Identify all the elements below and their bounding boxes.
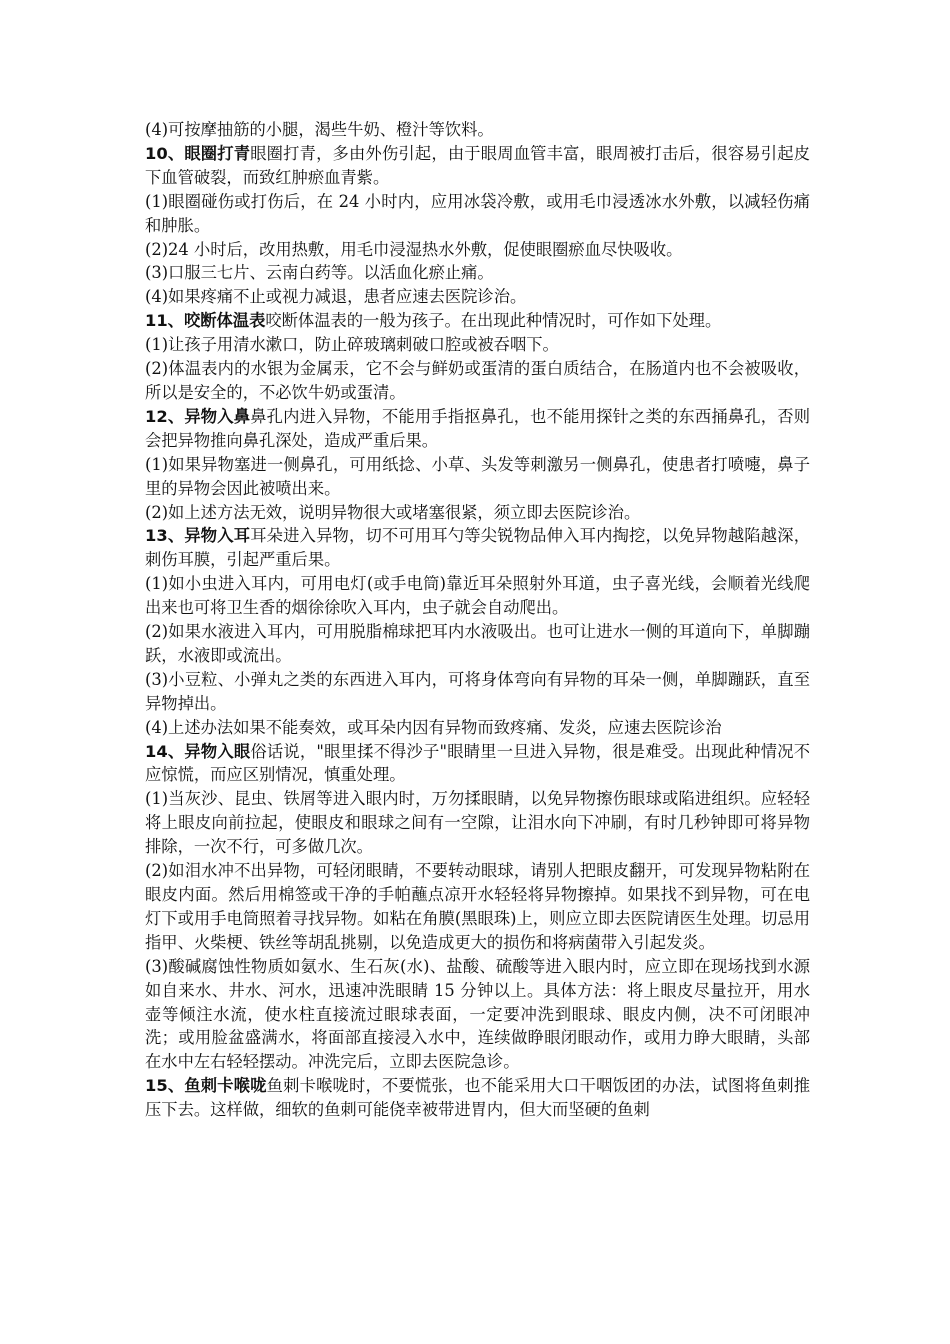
list-item: (2)体温表内的水银为金属汞，它不会与鲜奶或蛋清的蛋白质结合，在肠道内也不会被吸收，所以是安全的，不必饮牛奶或蛋清。 <box>145 359 810 402</box>
section-paragraph: 13、异物入耳耳朵进入异物，切不可用耳勺等尖锐物品伸入耳内掏挖，以免异物越陷越深，刺伤耳膜，引起严重后果。 <box>145 526 810 570</box>
section-heading: 12、异物入鼻 <box>145 406 251 426</box>
section-heading: 15、鱼刺卡喉咙 <box>145 1076 267 1096</box>
section-paragraph: 10、眼圈打青眼圈打青，多由外伤引起，由于眼周血管丰富，眼周被打击后，很容易引起皮下血管破裂，而致红肿瘀血青紫。 <box>145 143 810 187</box>
list-item: (1)如果异物塞进一侧鼻孔，可用纸捻、小草、头发等刺激另一侧鼻孔，使患者打喷嚏，鼻子里的异物会因此被喷出来。 <box>145 454 810 498</box>
section-heading: 14、异物入眼 <box>145 741 251 761</box>
list-item: (3)小豆粒、小弹丸之类的东西进入耳内，可将身体弯向有异物的耳朵一侧，单脚蹦跃，直至异物掉出。 <box>145 669 810 713</box>
document-page <box>145 118 810 1122</box>
list-item: (4)上述办法如果不能奏效，或耳朵内因有异物而致疼痛、发炎，应速去医院诊治 <box>145 717 722 737</box>
list-item: (2)如上述方法无效，说明异物很大或堵塞很紧，须立即去医院诊治。 <box>145 502 641 522</box>
section-paragraph: 11、咬断体温表咬断体温表的一般为孩子。在出现此种情况时，可作如下处理。 <box>145 311 722 331</box>
list-item: (2)如泪水冲不出异物，可轻闭眼睛，不要转动眼球，请别人把眼皮翻开，可发现异物粘附在眼皮内面。然后用棉签或干净的手帕蘸点凉开水轻轻将异物擦掉。如果找不到异物，可在电灯下或用手电筒照着寻找异物。如粘在角膜(黑眼珠)上，则应立即去医院请医生处理。切忌用指甲、火柴梗、铁丝等胡乱挑剔，以免造成更大的损伤和将病菌带入引起发炎。 <box>145 861 810 952</box>
list-item: (2)如果水液进入耳内，可用脱脂棉球把耳内水液吸出。也可让进水一侧的耳道向下，单脚蹦跃，水液即或流出。 <box>145 622 810 665</box>
list-item: (1)如小虫进入耳内，可用电灯(或手电筒)靠近耳朵照射外耳道，虫子喜光线，会顺着光线爬出来也可将卫生香的烟徐徐吹入耳内，虫子就会自动爬出。 <box>145 574 810 618</box>
section-heading: 13、异物入耳 <box>145 526 251 546</box>
section-paragraph: 15、鱼刺卡喉咙鱼刺卡喉咙时，不要慌张，也不能采用大口干咽饭团的办法，试图将鱼刺推压下去。这样做，细软的鱼刺可能侥幸被带进胃内，但大而坚硬的鱼刺 <box>145 1076 810 1120</box>
list-item: (4)可按摩抽筋的小腿，渴些牛奶、橙汁等饮料。 <box>145 120 494 139</box>
list-item: (3)酸碱腐蚀性物质如氨水、生石灰(水)、盐酸、硫酸等进入眼内时，应立即在现场找到水源如自来水、井水、河水，迅速冲洗眼睛 15 分钟以上。具体方法：将上眼皮尽量拉开，用水壶等倾注水流，使水柱直接流过眼球表面，一定要冲洗到眼球、眼皮内侧，决不可闭眼冲洗；或用脸盆盛满水，将面部直接浸入水中，连续做睁眼闭眼动作，或用力睁大眼睛，头部在水中左右轻轻摆动。冲洗完后，立即去医院急诊。 <box>145 956 810 1072</box>
section-paragraph: 12、异物入鼻鼻孔内进入异物，不能用手指抠鼻孔，也不能用探针之类的东西捅鼻孔，否则会把异物推向鼻孔深处，造成严重后果。 <box>145 406 810 450</box>
section-heading: 11、咬断体温表 <box>145 311 266 331</box>
list-item: (3)口服三七片、云南白药等。以活血化瘀止痛。 <box>145 263 494 283</box>
list-item: (1)眼圈碰伤或打伤后，在 24 小时内，应用冰袋冷敷，或用毛巾浸透冰水外敷，以减轻伤痛和肿胀。 <box>145 191 810 235</box>
list-item: (1)当灰沙、昆虫、铁屑等进入眼内时，万勿揉眼睛，以免异物擦伤眼球或陷进组织。应轻轻将上眼皮向前拉起，使眼皮和眼球之间有一空隙，让泪水向下冲刷，有时几秒钟即可将异物排除，一次不行，可多做几次。 <box>145 789 810 857</box>
list-item: (4)如果疼痛不止或视力减退，患者应速去医院诊治。 <box>145 287 527 307</box>
list-item: (1)让孩子用清水漱口，防止碎玻璃刺破口腔或被吞咽下。 <box>145 335 559 355</box>
list-item: (2)24 小时后，改用热敷，用毛巾浸湿热水外敷，促使眼圈瘀血尽快吸收。 <box>145 239 683 259</box>
section-heading: 10、眼圈打青 <box>145 143 251 163</box>
section-paragraph: 14、异物入眼俗话说，"眼里揉不得沙子"眼睛里一旦进入异物，很是难受。出现此种情况不应惊慌，而应区别情况，慎重处理。 <box>145 741 810 785</box>
